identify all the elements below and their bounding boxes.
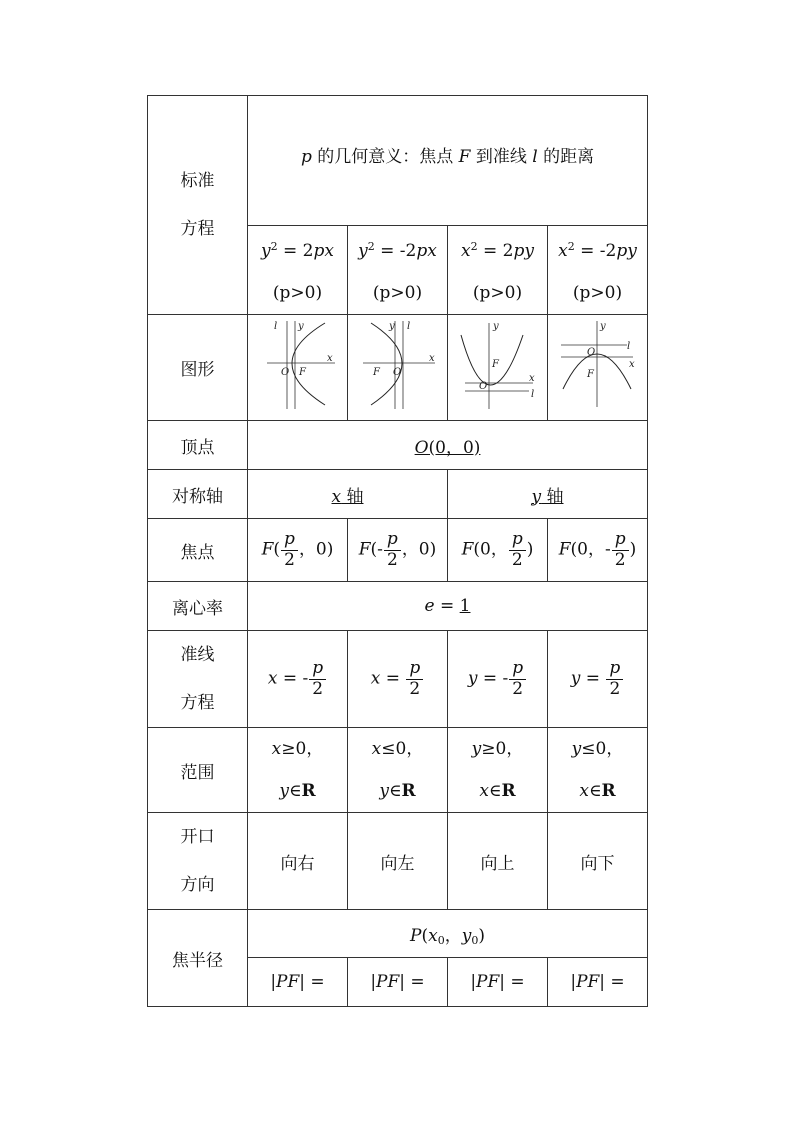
label-y: y: [492, 321, 499, 332]
l-symbol: l: [532, 147, 538, 167]
header-directrix: [148, 631, 248, 728]
focus-numerator: p: [614, 528, 626, 549]
eq-condition: (p>0): [372, 283, 423, 303]
focus-post: ，0): [401, 539, 437, 560]
header-vertex: 顶点: [148, 421, 248, 470]
equation-cell-1: [248, 226, 348, 315]
label-f: F: [586, 369, 594, 380]
focal-point-y: y: [461, 925, 472, 946]
directrix-var: y: [570, 668, 581, 689]
header-range: 范围: [148, 728, 248, 813]
axis-x-cell: [248, 470, 448, 519]
eq-rhs-var: px: [313, 241, 334, 261]
row-vertex: [148, 421, 648, 470]
graph-cell-up: [448, 315, 548, 421]
directrix-numerator: p: [312, 657, 324, 678]
eq-power: 2: [470, 240, 478, 253]
range-var2: x: [579, 781, 589, 801]
parabola-up-graph: [449, 315, 547, 415]
range-var1: y: [471, 739, 482, 759]
focus-post: ，0): [298, 539, 334, 560]
directrix-denominator: 2: [309, 679, 326, 700]
directrix-numerator: p: [512, 657, 524, 678]
range-var2: y: [279, 781, 289, 801]
directrix-denominator: 2: [406, 679, 423, 700]
p-meaning-cell: [248, 96, 648, 226]
eq-rhs: = ‐2: [374, 241, 417, 261]
axis-x-text: 轴: [341, 486, 364, 507]
focal-radius-post: | =: [599, 972, 625, 992]
eq-power: 2: [367, 240, 375, 253]
eq-power: 2: [270, 240, 278, 253]
focal-radius-cell-1: [248, 958, 348, 1007]
focal-radius-post: | =: [299, 972, 325, 992]
range-cell-2: [348, 728, 448, 813]
focal-radius-pf: PF: [476, 972, 500, 992]
row-range: [148, 728, 648, 813]
axis-y-var: y: [531, 486, 542, 507]
vertex-coords: (0，0): [428, 437, 481, 458]
directrix-denominator: 2: [509, 679, 526, 700]
row-p-meaning: [148, 96, 648, 226]
focus-cell-3: [448, 519, 548, 582]
equation-cell-2: [348, 226, 448, 315]
focal-radius-cell-3: [448, 958, 548, 1007]
eq-rhs: = 2: [477, 241, 514, 261]
directrix-numerator: p: [409, 657, 421, 678]
p-meaning-text3: 的距离: [537, 147, 595, 167]
label-y: y: [297, 321, 304, 332]
eq-var: x: [558, 241, 568, 261]
focal-point-comma: ，: [444, 925, 462, 946]
directrix-fraction: [309, 659, 326, 699]
graph-cell-left: [348, 315, 448, 421]
range-set: R: [301, 781, 316, 801]
p-meaning-text2: 到准线: [470, 147, 533, 167]
focal-radius-pf: PF: [376, 972, 400, 992]
header-standard-equation-line2: 方程: [180, 219, 215, 239]
header-opening: [148, 813, 248, 910]
eq-condition: (p>0): [272, 283, 323, 303]
axis-x-var: x: [331, 486, 342, 507]
eq-var: y: [261, 241, 271, 261]
focal-radius-pf: PF: [576, 972, 600, 992]
focal-radius-post: | =: [399, 972, 425, 992]
directrix-fraction: [406, 659, 423, 699]
eccentricity-eq: =: [434, 596, 460, 616]
opening-right: 向右: [248, 813, 348, 910]
directrix-cell-4: [548, 631, 648, 728]
focal-point-p: P: [410, 925, 422, 946]
opening-up: 向上: [448, 813, 548, 910]
label-f: F: [491, 359, 499, 370]
focus-f: F: [358, 539, 371, 560]
label-o: O: [478, 381, 487, 392]
directrix-var: x: [370, 668, 381, 689]
row-axis: [148, 470, 648, 519]
equation-cell-4: [548, 226, 648, 315]
directrix-eq: =: [380, 668, 406, 689]
parabola-curve: [371, 323, 402, 405]
row-opening: [148, 813, 648, 910]
directrix-numerator: p: [609, 657, 621, 678]
eccentricity-e: e: [424, 596, 435, 616]
focus-f: F: [461, 539, 474, 560]
focus-denominator: 2: [509, 550, 526, 571]
header-focus: 焦点: [148, 519, 248, 582]
range-in: ∈: [488, 781, 502, 801]
focus-pre: (: [273, 539, 281, 560]
focal-point-close: ): [478, 925, 485, 946]
eccentricity-cell: [248, 582, 648, 631]
eq-rhs-var: py: [616, 241, 637, 261]
focus-fraction: [384, 530, 401, 570]
focus-pre: (0，: [570, 539, 605, 560]
focus-denominator: 2: [384, 550, 401, 571]
focal-radius-post: | =: [499, 972, 525, 992]
directrix-denominator: 2: [606, 679, 623, 700]
eq-var: y: [358, 241, 368, 261]
focus-cell-4: [548, 519, 648, 582]
equation-cell-3: [448, 226, 548, 315]
range-var1: x: [371, 739, 382, 759]
focus-numerator: p: [511, 528, 523, 549]
row-focal-point: [148, 910, 648, 958]
range-set: R: [601, 781, 616, 801]
focus-fraction: [612, 530, 629, 570]
eq-rhs-var: px: [416, 241, 437, 261]
parabola-left-graph: [349, 315, 447, 415]
directrix-var: y: [467, 668, 478, 689]
label-x: x: [528, 373, 535, 384]
directrix-eq: = ‐: [477, 668, 509, 689]
parabola-curve: [292, 323, 325, 405]
range-rest1: ≤0，: [381, 739, 424, 759]
focus-f: F: [558, 539, 571, 560]
label-o: O: [392, 367, 401, 378]
focal-radius-pre: |: [270, 972, 277, 992]
header-standard-equation-line1: 标准: [180, 171, 215, 191]
range-var2: x: [479, 781, 489, 801]
focal-radius-pre: |: [370, 972, 377, 992]
focal-radius-pre: |: [470, 972, 477, 992]
focus-cell-2: [348, 519, 448, 582]
eq-rhs-var: py: [513, 241, 534, 261]
range-var1: y: [571, 739, 582, 759]
eq-condition: (p>0): [572, 283, 623, 303]
label-l: l: [626, 341, 630, 352]
directrix-cell-3: [448, 631, 548, 728]
range-rest1: ≥0，: [481, 739, 524, 759]
label-l: l: [273, 321, 277, 332]
range-cell-1: [248, 728, 348, 813]
parabola-down-graph: [549, 315, 647, 415]
label-f: F: [298, 367, 306, 378]
header-opening-line2: 方向: [180, 875, 215, 895]
range-in: ∈: [388, 781, 402, 801]
parabola-right-graph: [249, 315, 347, 415]
directrix-cell-2: [348, 631, 448, 728]
header-focal-radius: 焦半径: [148, 910, 248, 1007]
header-axis: 对称轴: [148, 470, 248, 519]
row-directrix: [148, 631, 648, 728]
eq-power: 2: [567, 240, 575, 253]
focal-point-x: x: [428, 925, 438, 946]
focus-sign: ‐: [377, 539, 383, 560]
axis-y-text: 轴: [541, 486, 564, 507]
focal-radius-pre: |: [570, 972, 577, 992]
directrix-fraction: [509, 659, 526, 699]
graph-cell-down: [548, 315, 648, 421]
range-var1: x: [271, 739, 282, 759]
focus-numerator: p: [284, 528, 295, 549]
row-eccentricity: [148, 582, 648, 631]
header-directrix-line1: 准线: [180, 645, 215, 665]
header-opening-line1: 开口: [180, 827, 215, 847]
label-l: l: [406, 321, 410, 332]
eccentricity-value: 1: [459, 596, 471, 616]
range-in: ∈: [288, 781, 302, 801]
header-directrix-line2: 方程: [180, 693, 215, 713]
opening-down: 向下: [548, 813, 648, 910]
focal-radius-pf: PF: [276, 972, 300, 992]
focal-point-y-sub: 0: [471, 933, 479, 947]
eq-rhs: = ‐2: [574, 241, 617, 261]
graph-cell-right: [248, 315, 348, 421]
directrix-cell-1: [248, 631, 348, 728]
range-rest1: ≥0，: [281, 739, 324, 759]
focus-fraction: [281, 530, 298, 570]
label-f: F: [372, 367, 380, 378]
label-l: l: [530, 389, 534, 400]
f-symbol: F: [458, 147, 471, 167]
opening-left: 向左: [348, 813, 448, 910]
header-standard-equation: [148, 96, 248, 315]
parabola-properties-table: [147, 95, 648, 1007]
focus-pre: (0，: [473, 539, 508, 560]
focus-denominator: 2: [612, 550, 629, 571]
label-y: y: [599, 321, 606, 332]
focus-f: F: [261, 539, 274, 560]
directrix-eq: =: [580, 668, 606, 689]
focal-point-open: (: [421, 925, 429, 946]
header-graph: 图形: [148, 315, 248, 421]
range-rest1: ≤0，: [581, 739, 624, 759]
range-set: R: [501, 781, 516, 801]
row-graph: [148, 315, 648, 421]
focal-radius-cell-2: [348, 958, 448, 1007]
focus-post: ): [526, 539, 534, 560]
p-meaning-text1: 的几何意义：焦点: [311, 147, 459, 167]
eq-var: x: [461, 241, 471, 261]
label-x: x: [428, 353, 435, 364]
range-in: ∈: [588, 781, 602, 801]
axis-y-cell: [448, 470, 648, 519]
focus-numerator: p: [386, 528, 398, 549]
directrix-eq: = ‐: [277, 668, 309, 689]
header-eccentricity: 离心率: [148, 582, 248, 631]
directrix-var: x: [267, 668, 278, 689]
vertex-cell: [248, 421, 648, 470]
eq-rhs: = 2: [277, 241, 314, 261]
label-y: y: [388, 321, 395, 332]
range-cell-3: [448, 728, 548, 813]
label-x: x: [628, 359, 635, 370]
range-set: R: [401, 781, 416, 801]
focal-radius-cell-4: [548, 958, 648, 1007]
eq-condition: (p>0): [472, 283, 523, 303]
focus-cell-1: [248, 519, 348, 582]
range-var2: y: [379, 781, 389, 801]
focus-fraction: [509, 530, 526, 570]
vertex-o: O: [414, 437, 429, 458]
range-cell-4: [548, 728, 648, 813]
label-o: O: [280, 367, 289, 378]
focus-denominator: 2: [281, 550, 298, 571]
label-o: O: [586, 347, 595, 358]
p-symbol: p: [300, 147, 312, 167]
focus-sign: ‐: [605, 539, 611, 560]
focal-point-x-sub: 0: [437, 933, 445, 947]
focus-post: ): [629, 539, 637, 560]
focal-point-cell: [248, 910, 648, 958]
directrix-fraction: [606, 659, 623, 699]
label-x: x: [326, 353, 333, 364]
focus-pre: (: [370, 539, 378, 560]
row-focus: [148, 519, 648, 582]
